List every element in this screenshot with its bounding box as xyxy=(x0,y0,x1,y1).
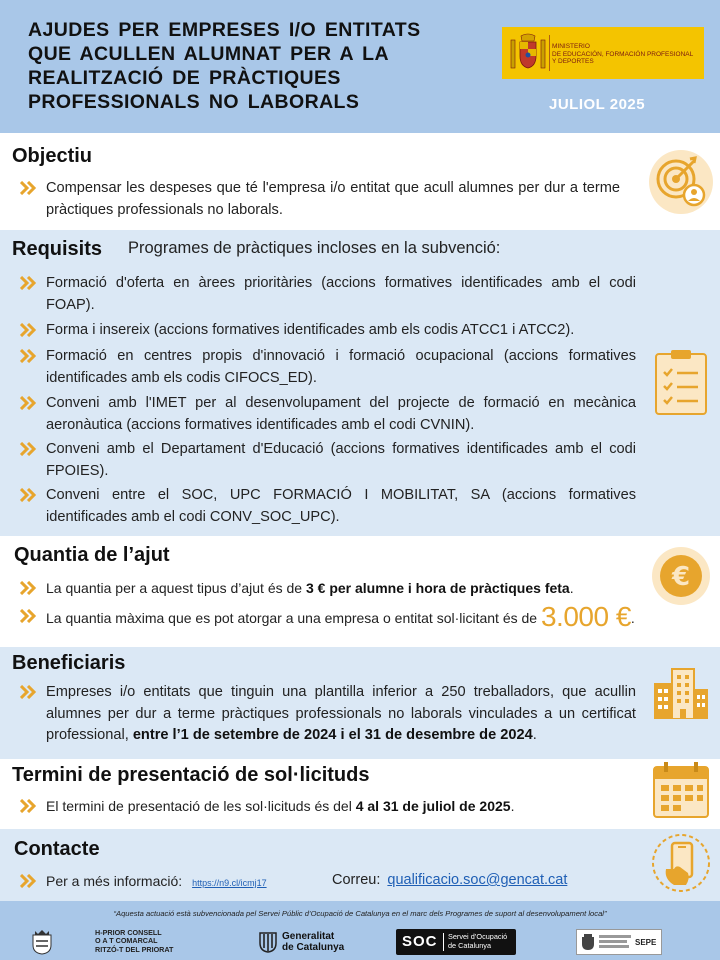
list-item: El termini de presentació de les sol·licituds és del 4 al 31 de juliol de 2025. xyxy=(20,796,640,818)
chevron-bullet-icon xyxy=(20,323,40,337)
list-item: Conveni entre el SOC, UPC FORMACIÓ I MOBILITAT, SA (accions formatives identificades amb el codi CONV_SOC_UPC). xyxy=(20,485,636,528)
section-subtitle: Programes de pràctiques incloses en la subvenció: xyxy=(128,239,501,257)
municipal-shield-icon xyxy=(30,929,54,955)
chevron-bullet-icon xyxy=(20,442,40,456)
chevron-bullet-icon xyxy=(20,874,40,888)
chevron-bullet-icon xyxy=(20,799,40,813)
chevron-bullet-icon xyxy=(20,276,40,290)
list-item: Compensar les despeses que té l'empresa i/o entitat que acull alumnes per dur a terme pràctiques professionals no laborals. xyxy=(20,178,620,221)
section-title: Termini de presentació de sol·licituds xyxy=(12,764,370,786)
page-title: AJUDES PER EMPRESES I/O ENTITATS QUE ACULLEN ALUMNAT PER A LA REALITZACIÓ DE PRÀCTIQUES PROFESSIONALS NO LABORALS xyxy=(28,19,421,113)
email-row: Correu: qualificacio.soc@gencat.cat xyxy=(332,872,568,888)
section-title: Beneficiaris xyxy=(12,652,126,674)
chevron-bullet-icon xyxy=(20,581,40,595)
list-item: Conveni amb el Departament d'Educació (accions formatives identificades amb el codi FPOIES). xyxy=(20,439,636,482)
section-title: Quantia de l’ajut xyxy=(14,544,170,566)
target-person-icon xyxy=(648,149,714,215)
info-link[interactable]: https://n9.cl/icmj17 xyxy=(192,878,267,888)
list-item: Empreses i/o entitats que tinguin una plantilla inferior a 250 treballadors, que acullin alumnes per dur a terme pràctiques professionals no laborals vinculades a un certificat professional, entre l’1 de setembre de 2024 i el 31 de desembre de 2024. xyxy=(20,682,636,747)
phone-hand-icon xyxy=(652,833,710,893)
consell-comarcal-logo: H-PRIOR CONSELL O A T COMARCAL RITZÓ-T DEL PRIORAT xyxy=(95,928,174,954)
list-item: Formació en centres propis d'innovació i formació ocupacional (accions formatives identificades amb els codis CIFOCS_ED). xyxy=(20,346,636,389)
generalitat-logo: Generalitat de Catalunya xyxy=(258,929,358,955)
list-item: Forma i insereix (accions formatives identificades amb els codis ATCC1 i ATCC2). xyxy=(20,320,636,342)
clipboard-icon xyxy=(654,348,708,416)
list-item: La quantia màxima que es pot atorgar a una empresa o entitat sol·licitant és de 3.000 €. xyxy=(20,606,700,630)
calendar-icon xyxy=(652,761,710,819)
sepe-logo: SEPE xyxy=(576,929,662,955)
chevron-bullet-icon xyxy=(20,609,40,623)
chevron-bullet-icon xyxy=(20,685,40,699)
ministry-logo xyxy=(502,27,704,79)
date-label: JULIOL 2025 xyxy=(549,96,646,113)
section-title: Objectiu xyxy=(12,145,93,167)
spain-shield-icon xyxy=(580,933,596,951)
footer-note: “Aquesta actuació està subvencionada pel Servei Públic d’Ocupació de Catalunya en el marc dels Programes de suport al desenvolupament local” xyxy=(113,909,607,918)
max-amount: 3.000 € xyxy=(540,601,631,632)
chevron-bullet-icon xyxy=(20,349,40,363)
section-contacte xyxy=(0,829,720,901)
ministry-name: MINISTERIO DE EDUCACIÓN, FORMACIÓN PROFESIONAL Y DEPORTES xyxy=(552,43,694,65)
buildings-icon xyxy=(652,667,710,719)
list-item: La quantia per a aquest tipus d’ajut és de 3 € per alumne i hora de pràctiques feta. xyxy=(20,578,660,600)
list-item: Formació d'oferta en àrees prioritàries (accions formatives identificades amb el codi FOAP). xyxy=(20,273,636,316)
footer xyxy=(0,901,720,960)
section-objectiu xyxy=(0,133,720,230)
section-title: Contacte xyxy=(14,838,100,860)
list-item: Conveni amb l'IMET per al desenvolupament del projecte de formació en mecànica aeronàutica (accions formatives identificades amb el codi CVNIN). xyxy=(20,393,636,436)
svg-text:€: € xyxy=(671,562,691,592)
header xyxy=(0,0,720,133)
section-beneficiaris xyxy=(0,647,720,759)
list-item: Per a més informació: https://n9.cl/icmj17 xyxy=(20,871,620,895)
section-termini xyxy=(0,759,720,829)
chevron-bullet-icon xyxy=(20,488,40,502)
chevron-bullet-icon xyxy=(20,181,40,195)
generalitat-emblem-icon xyxy=(258,931,278,953)
coat-of-arms-icon xyxy=(508,32,548,74)
section-requisits xyxy=(0,230,720,536)
section-quantia xyxy=(0,536,720,647)
section-title: Requisits xyxy=(12,238,103,260)
email-link[interactable]: qualificacio.soc@gencat.cat xyxy=(387,872,568,888)
chevron-bullet-icon xyxy=(20,396,40,410)
euro-coin-icon xyxy=(651,546,711,606)
soc-logo: SOC Servei d’Ocupació de Catalunya xyxy=(396,929,516,955)
